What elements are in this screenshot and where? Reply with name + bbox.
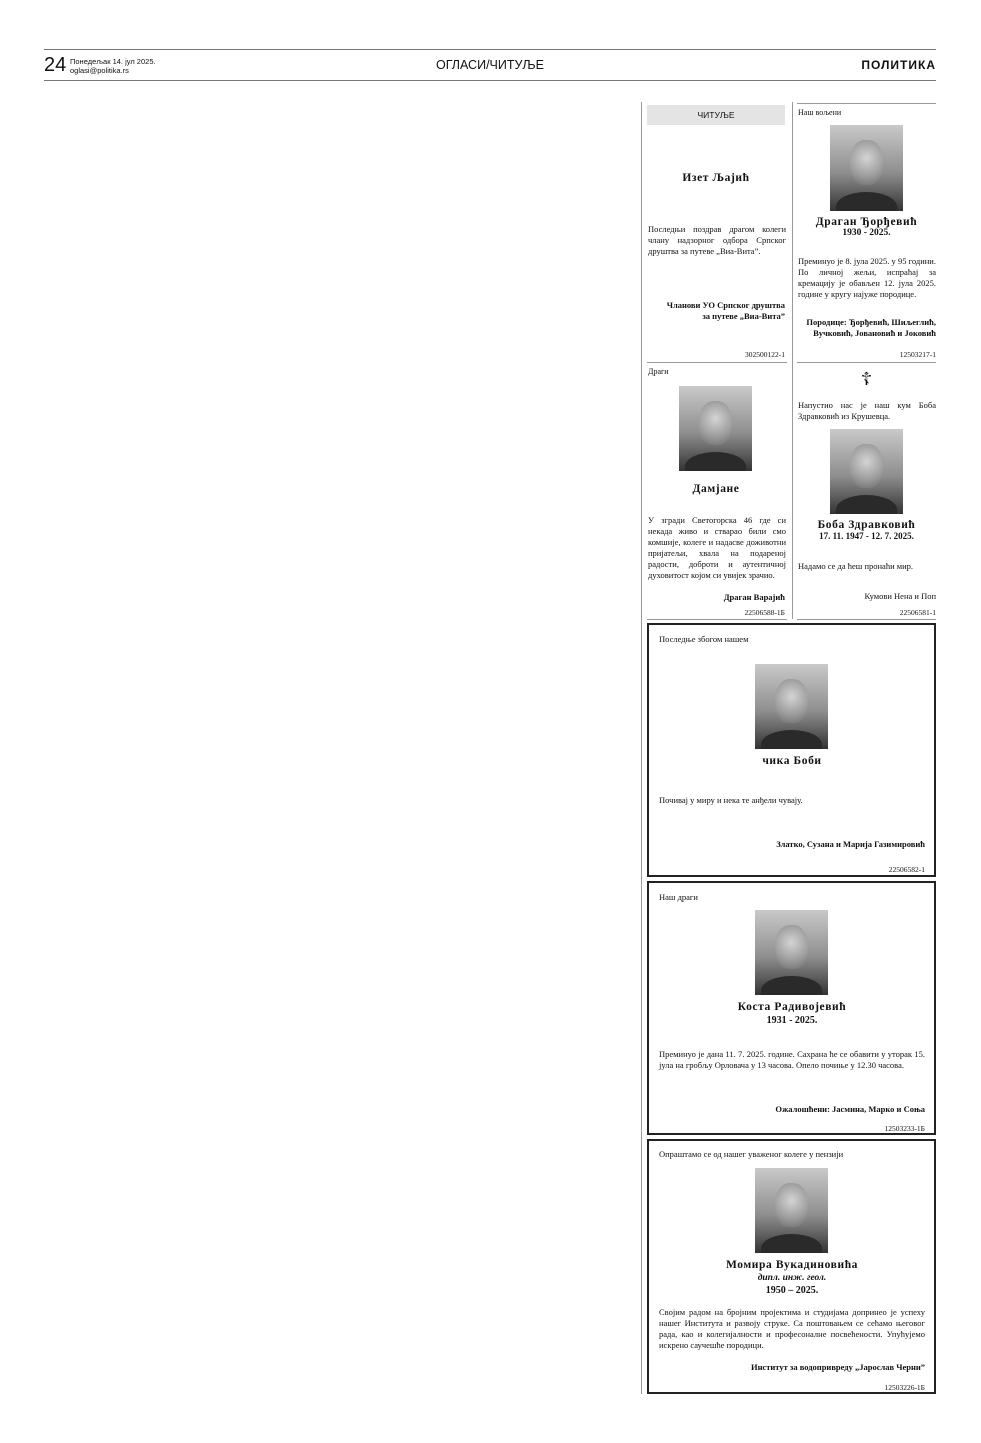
section-label: ЧИТУЉЕ	[647, 105, 785, 125]
ad2-portrait-photo	[830, 125, 903, 211]
ad4-sign: Кумови Нена и Поп	[864, 591, 936, 601]
ad2-divider	[797, 362, 936, 363]
masthead-logo: ПОЛИТИКА	[861, 58, 936, 72]
ad1-divider	[647, 362, 787, 363]
header-date: Понедељак 14. јул 2025.	[70, 57, 156, 66]
ad6-sign: Ожалошћени: Јасмина, Марко и Соња	[775, 1104, 925, 1114]
ad7-years: 1950 – 2025.	[765, 1285, 819, 1296]
ad4-intro: Напустио нас је наш кум Боба Здравковић из Крушевца.	[798, 400, 936, 421]
cross-icon: ☦	[860, 369, 873, 389]
ad6-name: Коста Радивојевић	[737, 1001, 847, 1013]
ad3-code: 22506588-1Б	[744, 608, 785, 617]
ad5-name: чика Боби	[762, 755, 822, 767]
ad6-years: 1931 - 2025.	[766, 1015, 818, 1026]
ad5-sign: Златко, Сузана и Марија Газимировић	[776, 839, 925, 849]
header-top-rule	[44, 49, 936, 50]
ad6-text: Преминуо је дана 11. 7. 2025. године. Сахрана ће се обавити у уторак 15. јула на гробљу Орловача у 13 часова. Опело почиње у 12.30 часова.	[659, 1049, 925, 1070]
ad2-name: Драган Ђорђевић	[815, 216, 918, 228]
ad1-code: 302500122-1	[745, 350, 785, 359]
ad7-intro: Опраштамо се од нашег уваженог колеге у пензији	[659, 1149, 844, 1159]
ad2-code: 12503217-1	[899, 350, 936, 359]
ad4-code: 22506581-1	[899, 608, 936, 617]
ad5-portrait-photo	[755, 664, 828, 749]
ad4-text: Надамо се да ћеш пронаћи мир.	[798, 561, 914, 571]
column-middle-rule	[792, 102, 793, 619]
column-left-rule	[641, 102, 642, 1394]
ad2-top-rule	[797, 103, 936, 104]
ad6-intro: Наш драги	[659, 892, 698, 902]
ad7-portrait-photo	[755, 1168, 828, 1253]
ad2-intro: Наш вољени	[798, 108, 842, 117]
ad7-title: дипл. инж. геол.	[757, 1273, 827, 1283]
ad2-sign-line2: Вучковић, Јовановић и Јоковић	[813, 328, 936, 338]
page-number: 24	[44, 54, 67, 76]
ad3-intro: Драги	[648, 367, 669, 376]
ad5-intro: Последње збогом нашем	[659, 634, 749, 644]
header-email: oglasi@politika.rs	[70, 66, 129, 75]
ad1-text: Последњи поздрав драгом колеги члану надзорног одбора Српског друштва за путеве „Виа-Вита”.	[648, 224, 786, 256]
ad4-name: Боба Здравковић	[817, 519, 916, 531]
ad1-name: Изет Љајић	[682, 172, 750, 184]
ad3-sign: Драган Варајић	[723, 592, 785, 602]
ad3-divider	[647, 619, 787, 620]
ad3-portrait-photo	[679, 386, 752, 471]
ad6-portrait-photo	[755, 910, 828, 995]
ad1-sign-line2: за путеве „Виа-Вита”	[702, 311, 785, 321]
ad4-divider	[797, 619, 936, 620]
ad1-sign-line1: Чланови УО Српског друштва	[666, 300, 785, 310]
ad5-code: 22506582-1	[888, 865, 925, 874]
ad3-name: Дамјане	[692, 483, 740, 495]
ad7-text: Својим радом на бројним пројектима и студијама допринео је успеху нашег Института и развоју струке. Са поштовањем се сећамо његовог рада, као и колегијалности и професоналне посвећености. Упућујемо искрено саучешће породици.	[659, 1307, 925, 1350]
ad6-code: 12503233-1Б	[884, 1124, 925, 1133]
ad7-code: 12503226-1Б	[884, 1383, 925, 1392]
ad3-text: У згради Светогорска 46 где си некада живо и стварао били смо комшије, колеге и надасве доживотни пријатељи, хвала на подареној радости, доброти и аутентичној духовитост којом си увијек зрачио.	[648, 515, 786, 580]
ad2-text: Преминуо је 8. јула 2025. у 95 години. По личној жељи, испраћај за кремацију је обављен 12. јула 2025. године у кругу најуже породице.	[798, 256, 936, 299]
ad4-years: 17. 11. 1947 - 12. 7. 2025.	[819, 531, 914, 541]
ad2-sign-line1: Породице: Ђорђевић, Шиљеглић,	[806, 317, 936, 327]
ad7-name: Момира Вукадиновића	[725, 1259, 859, 1271]
header-bottom-rule	[44, 80, 936, 81]
section-title: ОГЛАСИ/ЧИТУЉЕ	[436, 58, 544, 72]
ad5-text: Почивај у миру и нека те анђели чувају.	[659, 795, 803, 805]
ad7-sign: Институт за водопривреду „Јарослав Черни”	[750, 1362, 925, 1372]
ad2-years: 1930 - 2025.	[842, 228, 891, 238]
ad4-portrait-photo	[830, 429, 903, 514]
